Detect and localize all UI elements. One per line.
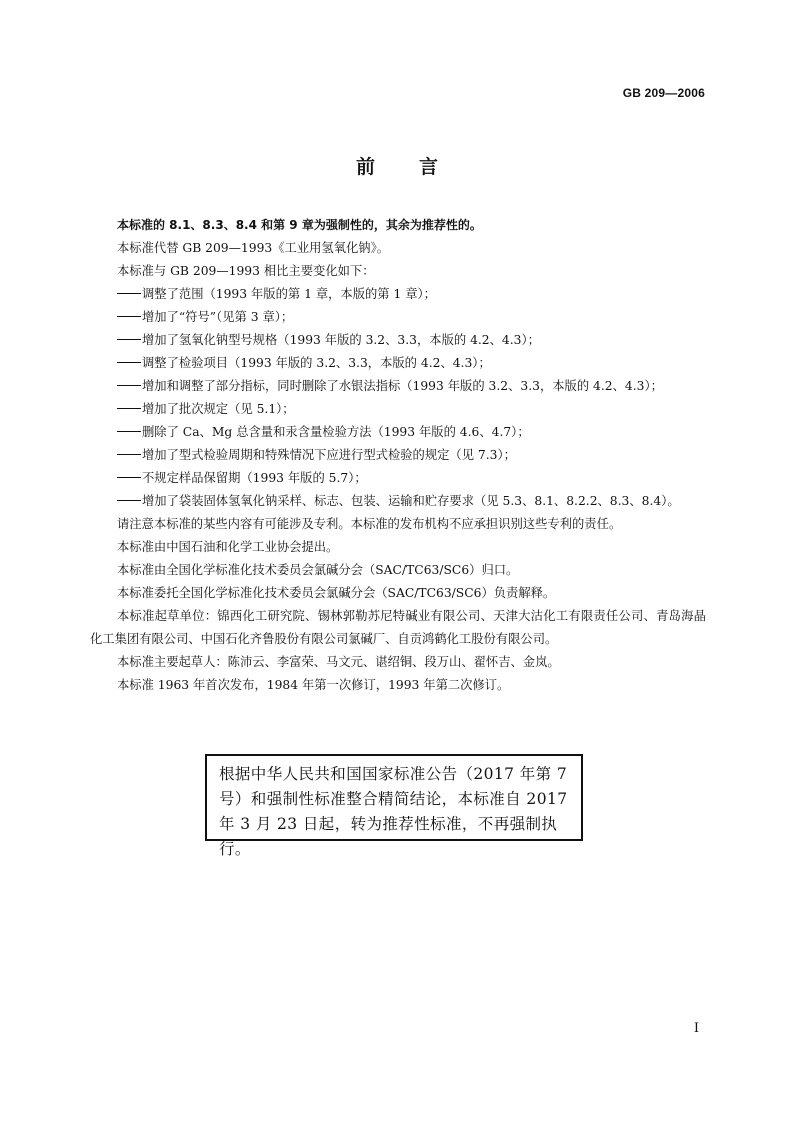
paragraph-text: 不规定样品保留期（1993 年版的 5.7）； (142, 471, 367, 485)
paragraph-text: 本标准的 8.1、8.3、8.4 和第 9 章为强制性的，其余为推荐性的。 (117, 218, 482, 232)
paragraph-text: 增加了型式检验周期和特殊情况下应进行型式检验的规定（见 7.3）； (142, 448, 516, 462)
change-list-item (90, 467, 706, 490)
change-list-item (90, 283, 706, 306)
foreword-paragraph (90, 237, 706, 260)
notice-line: 年 3 月 23 日起，转为推荐性标准，不再强制执行。 (219, 815, 558, 858)
paragraph-text: 增加了袋装固体氢氧化钠采样、标志、包装、运输和贮存要求（见 5.3、8.1、8.2.2、8.3、8.4）。 (142, 494, 680, 508)
paragraph-text: 本标准由中国石油和化学工业协会提出。 (117, 540, 339, 554)
paragraph-text: 本标准起草单位：锦西化工研究院、锡林郭勒苏尼特碱业有限公司、天津大沽化工有限责任公司、青岛海晶化工集团有限公司、中国石化齐鲁股份有限公司氯碱厂、自贡鸿鹤化工股份有限公司。 (90, 609, 706, 646)
em-dash-mark (117, 293, 141, 294)
foreword-paragraph (90, 605, 706, 651)
paragraph-text: 增加和调整了部分指标，同时删除了水银法指标（1993 年版的 3.2、3.3，本版的 4.2、4.3）； (142, 379, 663, 393)
foreword-paragraph (90, 260, 706, 283)
foreword-body (90, 214, 706, 697)
notice-line: 号）和强制性标准整合精简结论，本标准自 2017 (219, 790, 568, 808)
em-dash-mark (117, 500, 141, 501)
standard-code: GB 209—2006 (622, 86, 705, 100)
paragraph-text: 增加了氢氧化钠型号规格（1993 年版的 3.2、3.3，本版的 4.2、4.3）； (142, 333, 540, 347)
foreword-paragraph (90, 536, 706, 559)
foreword-paragraph (90, 214, 706, 237)
foreword-paragraph (90, 582, 706, 605)
paragraph-text: 本标准代替 GB 209—1993《工业用氢氧化钠》。 (117, 241, 390, 255)
paragraph-text: 请注意本标准的某些内容有可能涉及专利。本标准的发布机构不应承担识别这些专利的责任。 (117, 517, 622, 531)
foreword-paragraph (90, 513, 706, 536)
paragraph-text: 本标准 1963 年首次发布，1984 年第一次修订，1993 年第二次修订。 (117, 678, 510, 692)
paragraph-text: 调整了检验项目（1993 年版的 3.2、3.3，本版的 4.2、4.3）； (142, 356, 491, 370)
notice-line: 根据中华人民共和国国家标准公告（2017 年第 7 (219, 765, 568, 783)
paragraph-text: 本标准主要起草人：陈沛云、李富荣、马文元、谌绍铜、段万山、翟怀吉、金岚。 (117, 655, 560, 669)
paragraph-text: 本标准委托全国化学标准化技术委员会氯碱分会（SAC/TC63/SC6）负责解释。 (117, 586, 556, 600)
paragraph-text: 调整了范围（1993 年版的第 1 章，本版的第 1 章）； (142, 287, 436, 301)
change-list-item (90, 490, 706, 513)
change-list-item (90, 444, 706, 467)
paragraph-text: 增加了批次规定（见 5.1）； (142, 402, 295, 416)
change-list-item (90, 352, 706, 375)
change-list-item (90, 398, 706, 421)
em-dash-mark (117, 316, 141, 317)
paragraph-text: 本标准与 GB 209—1993 相比主要变化如下： (117, 264, 375, 278)
paragraph-text: 增加了“符号”（见第 3 章）； (142, 310, 294, 324)
em-dash-mark (117, 431, 141, 432)
foreword-paragraph (90, 651, 706, 674)
paragraph-text: 本标准由全国化学标准化技术委员会氯碱分会（SAC/TC63/SC6）归口。 (117, 563, 519, 577)
foreword-paragraph (90, 674, 706, 697)
paragraph-text: 删除了 Ca、Mg 总含量和汞含量检验方法（1993 年版的 4.6、4.7）； (142, 425, 530, 439)
page-title: 前言 (355, 156, 482, 178)
em-dash-mark (117, 477, 141, 478)
page-number: I (693, 1021, 699, 1036)
foreword-paragraph (90, 559, 706, 582)
em-dash-mark (117, 454, 141, 455)
em-dash-mark (117, 362, 141, 363)
em-dash-mark (117, 339, 141, 340)
em-dash-mark (117, 408, 141, 409)
em-dash-mark (117, 385, 141, 386)
change-list-item (90, 375, 706, 398)
change-list-item (90, 306, 706, 329)
change-list-item (90, 329, 706, 352)
notice-box (205, 754, 583, 858)
change-list-item (90, 421, 706, 444)
